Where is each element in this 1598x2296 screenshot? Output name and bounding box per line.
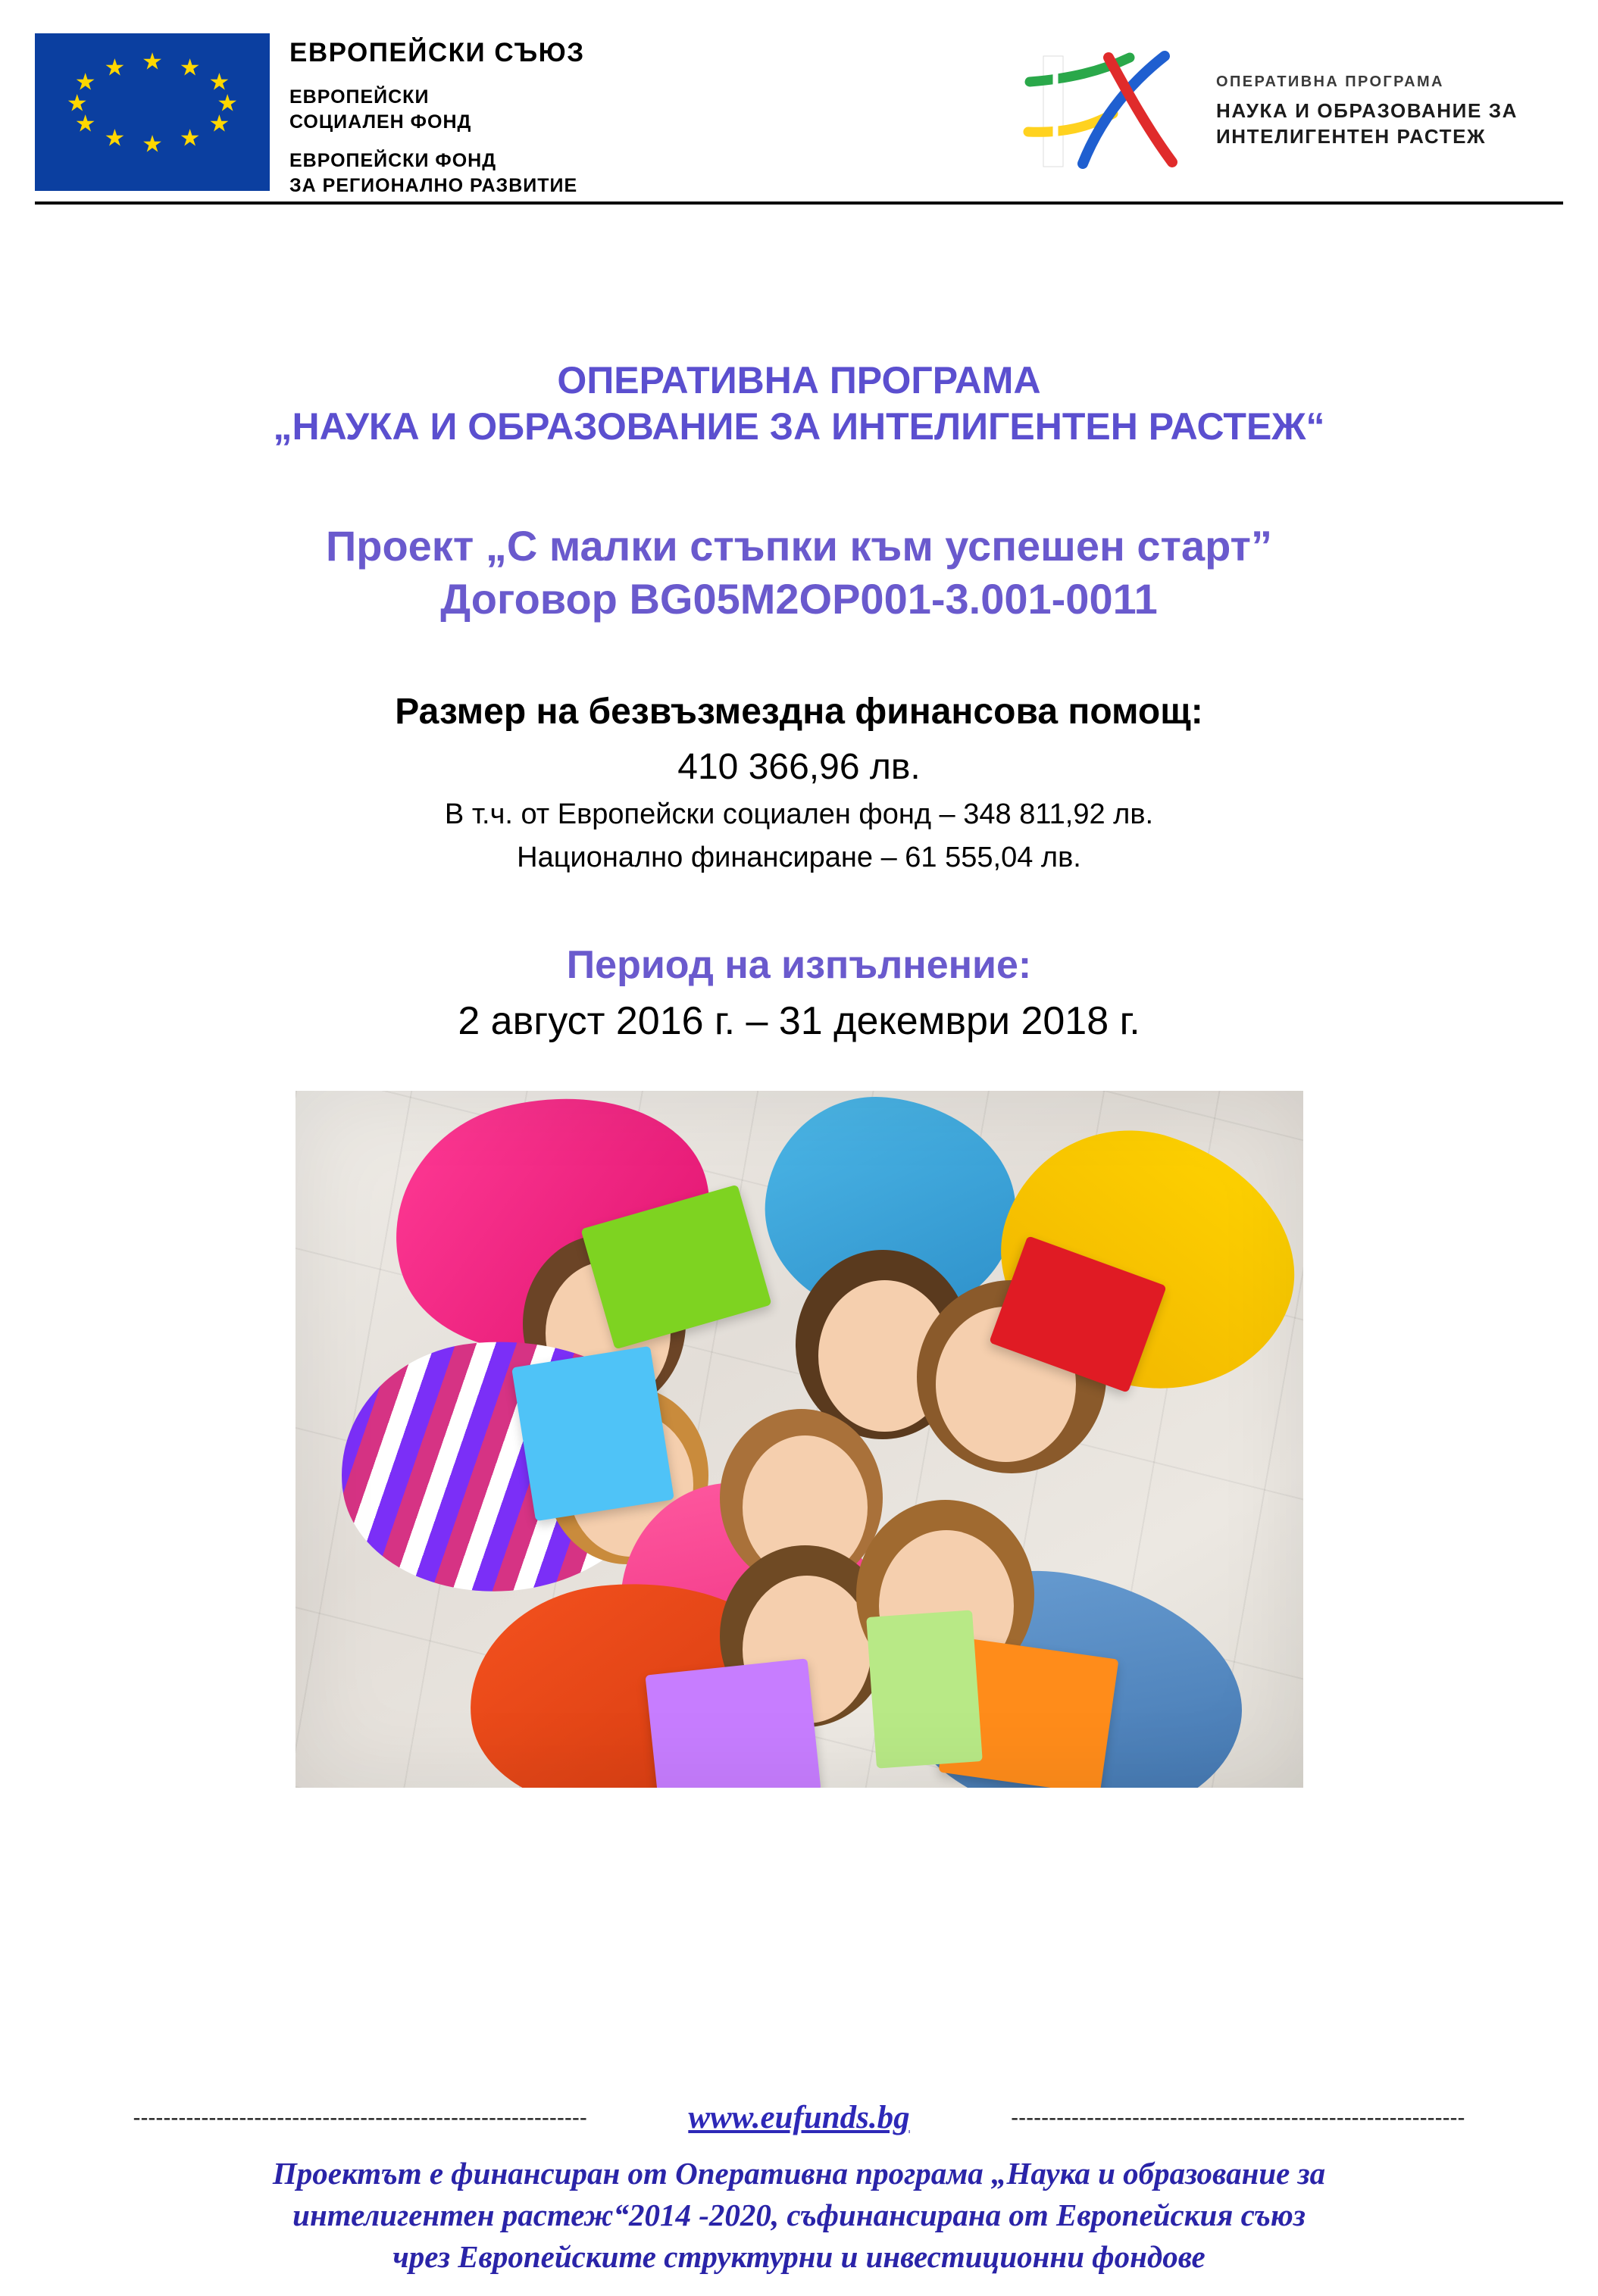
- op-logo-title-line2: ИНТЕЛИГЕНТЕН РАСТЕЖ: [1216, 125, 1487, 148]
- grant-amount: 410 366,96 лв.: [677, 747, 921, 787]
- document-header: [0, 0, 1598, 205]
- program-heading-line2: „НАУКА И ОБРАЗОВАНИЕ ЗА ИНТЕЛИГЕНТЕН РАСТЕЖ“: [273, 405, 1325, 448]
- eu-star: ★: [208, 110, 230, 137]
- footer-note-line1: Проектът е финансиран от Оперативна програма „Наука и образование за: [272, 2156, 1326, 2191]
- eu-star: ★: [142, 48, 163, 75]
- eu-star: ★: [74, 110, 96, 137]
- op-logo-text: [1216, 72, 1518, 150]
- document-footer: [0, 2099, 1598, 2296]
- eu-star: ★: [208, 68, 230, 95]
- project-name: Проект „С малки стъпки към успешен старт”: [326, 522, 1272, 570]
- period-value: 2 август 2016 г. – 31 декември 2018 г.: [458, 999, 1140, 1043]
- project-contract-number: Договор BG05M2OP001-3.001-0011: [440, 575, 1158, 623]
- footer-dash-left: ------------------------------------------------------------: [133, 2104, 587, 2130]
- eu-star: ★: [179, 54, 201, 81]
- program-heading-line1: ОПЕРАТИВНА ПРОГРАМА: [557, 359, 1041, 401]
- eu-fund-esf-line1: ЕВРОПЕЙСКИ: [289, 86, 430, 108]
- program-heading: [83, 358, 1515, 450]
- eu-star: ★: [74, 68, 96, 95]
- eu-star: ★: [217, 89, 239, 117]
- footer-url-row: [42, 2099, 1556, 2136]
- grant-label: Размер на безвъзмездна финансова помощ:: [395, 692, 1203, 732]
- document-body: [0, 358, 1598, 1788]
- eu-fund-esf-line2: СОЦИАЛЕН ФОНД: [289, 111, 472, 133]
- op-logo-block: [1016, 23, 1563, 173]
- book-cyan: [511, 1346, 674, 1521]
- eu-fund-erdf-line2: ЗА РЕГИОНАЛНО РАЗВИТИЕ: [289, 175, 578, 196]
- eu-fund-erdf: [289, 148, 585, 198]
- footer-dash-right: ------------------------------------------------------------: [1011, 2104, 1465, 2130]
- book-lime: [866, 1610, 983, 1768]
- eu-flag-icon: [35, 33, 270, 191]
- footer-note-line3: чрез Европейските структурни и инвестиционни фондове: [392, 2239, 1206, 2275]
- eu-star: ★: [104, 54, 126, 81]
- eu-fund-esf: [289, 85, 585, 135]
- op-logo-subtitle: ОПЕРАТИВНА ПРОГРАМА: [1216, 73, 1444, 91]
- project-heading: [83, 520, 1515, 626]
- eu-emblem-block: [35, 23, 585, 212]
- header-divider: [35, 201, 1563, 205]
- eufunds-link[interactable]: www.eufunds.bg: [688, 2100, 910, 2136]
- eu-star: ★: [66, 89, 88, 117]
- children-photo: [296, 1091, 1303, 1788]
- eu-title: ЕВРОПЕЙСКИ СЪЮЗ: [289, 38, 585, 67]
- eu-star: ★: [142, 130, 163, 158]
- footer-funding-note: [42, 2153, 1556, 2278]
- op-logo-title-line1: НАУКА И ОБРАЗОВАНИЕ ЗА: [1216, 99, 1518, 123]
- book-purple: [645, 1658, 821, 1788]
- grant-esf-share: В т.ч. от Европейски социален фонд – 348 811,92 лв.: [444, 798, 1154, 830]
- eu-star: ★: [104, 124, 126, 152]
- eu-fund-erdf-line1: ЕВРОПЕЙСКИ ФОНД: [289, 150, 497, 171]
- header-inner: [35, 23, 1563, 205]
- op-science-education-logo-icon: [1016, 48, 1198, 173]
- period-label: Период на изпълнение:: [566, 943, 1032, 987]
- eu-emblem-text: [289, 33, 585, 212]
- grant-national-share: Национално финансиране – 61 555,04 лв.: [517, 842, 1081, 873]
- footer-note-line2: интелигентен растеж“2014 -2020, съфинансирана от Европейския съюз: [292, 2198, 1306, 2233]
- eu-star: ★: [179, 124, 201, 152]
